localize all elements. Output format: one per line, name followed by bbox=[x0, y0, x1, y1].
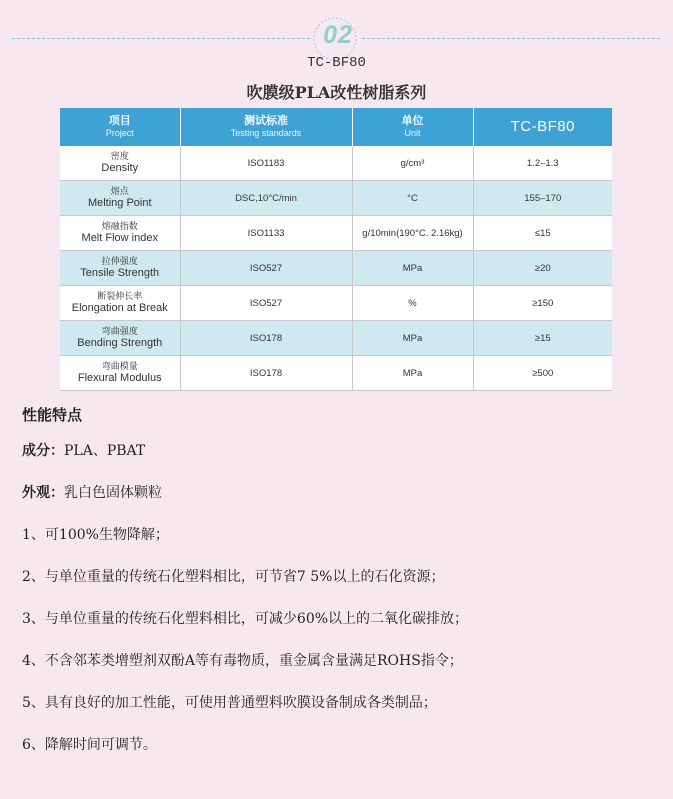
property-en: Melting Point bbox=[87, 197, 152, 209]
section-number: 02 bbox=[323, 21, 353, 49]
cell-value: 155–170 bbox=[473, 181, 612, 216]
appearance-label: 外观： bbox=[22, 485, 64, 501]
divider-left bbox=[12, 38, 310, 39]
features-section bbox=[22, 400, 662, 753]
cell-property bbox=[60, 286, 180, 321]
property-cn: 弯曲强度 bbox=[101, 326, 138, 336]
model-code: TC-BF80 bbox=[307, 55, 366, 71]
col-header-unit bbox=[352, 108, 473, 146]
property-en: Tensile Strength bbox=[80, 267, 160, 279]
cell-standard: ISO1133 bbox=[180, 216, 352, 251]
property-cn: 拉伸强度 bbox=[101, 256, 138, 266]
property-en: Flexural Modulus bbox=[77, 372, 162, 384]
property-en: Density bbox=[101, 162, 139, 174]
cell-unit: % bbox=[352, 286, 473, 321]
cell-property bbox=[60, 216, 180, 251]
cell-unit: °C bbox=[352, 181, 473, 216]
col-header-cn: 项目 bbox=[108, 115, 131, 127]
col-header-model bbox=[473, 108, 612, 146]
property-cn: 断裂伸长率 bbox=[97, 291, 143, 301]
cell-standard: ISO178 bbox=[180, 356, 352, 391]
feature-item: 4、不含邻苯类增塑剂双酚A等有毒物质，重金属含量满足ROHS指令； bbox=[22, 653, 463, 669]
cell-value: ≤15 bbox=[473, 216, 612, 251]
table-row bbox=[60, 286, 612, 321]
cell-value: ≥500 bbox=[473, 356, 612, 391]
appearance-value: 乳白色固体颗粒 bbox=[64, 485, 162, 501]
cell-value: ≥20 bbox=[473, 251, 612, 286]
composition-value: PLA、PBAT bbox=[64, 443, 146, 459]
cell-property bbox=[60, 181, 180, 216]
property-cn: 弯曲模量 bbox=[101, 361, 138, 371]
property-cn: 熔融指数 bbox=[101, 221, 138, 231]
cell-unit: MPa bbox=[352, 251, 473, 286]
col-header-en: Unit bbox=[404, 128, 421, 138]
table-row bbox=[60, 251, 612, 286]
property-cn: 熔点 bbox=[110, 186, 129, 196]
col-header-en: Testing standards bbox=[230, 128, 302, 138]
table-row bbox=[60, 146, 612, 181]
cell-property bbox=[60, 251, 180, 286]
table-header-row bbox=[60, 108, 612, 146]
feature-item: 1、可100%生物降解； bbox=[22, 527, 169, 543]
table-row bbox=[60, 216, 612, 251]
col-header-standard bbox=[180, 108, 352, 146]
spec-table bbox=[60, 108, 612, 391]
property-cn: 密度 bbox=[110, 151, 129, 161]
feature-item: 6、降解时间可调节。 bbox=[22, 737, 157, 753]
cell-property bbox=[60, 146, 180, 181]
col-header-cn: 测试标准 bbox=[244, 115, 288, 127]
cell-value: 1.2–1.3 bbox=[473, 146, 612, 181]
feature-item: 2、与单位重量的传统石化塑料相比，可节省7 5%以上的石化资源； bbox=[22, 569, 445, 585]
cell-unit: MPa bbox=[352, 321, 473, 356]
page-title: 吹膜级PLA改性树脂系列 bbox=[246, 83, 427, 102]
feature-item: 3、与单位重量的传统石化塑料相比，可减少60%以上的二氧化碳排放； bbox=[22, 611, 469, 627]
page-header bbox=[0, 0, 673, 110]
feature-item: 5、具有良好的加工性能，可使用普通塑料吹膜设备制成各类制品； bbox=[22, 695, 437, 711]
cell-value: ≥150 bbox=[473, 286, 612, 321]
appearance-line bbox=[22, 482, 162, 502]
table-row bbox=[60, 181, 612, 216]
cell-unit: MPa bbox=[352, 356, 473, 391]
cell-property bbox=[60, 321, 180, 356]
cell-unit: g/cm³ bbox=[352, 146, 473, 181]
composition-line bbox=[22, 440, 145, 460]
cell-standard: ISO178 bbox=[180, 321, 352, 356]
composition-label: 成分： bbox=[22, 443, 64, 459]
col-header-project bbox=[60, 108, 180, 146]
cell-value: ≥15 bbox=[473, 321, 612, 356]
cell-standard: ISO527 bbox=[180, 251, 352, 286]
property-en: Elongation at Break bbox=[71, 302, 168, 314]
cell-standard: DSC,10°C/min bbox=[180, 181, 352, 216]
cell-property bbox=[60, 356, 180, 391]
col-header-model-label: TC-BF80 bbox=[510, 118, 575, 135]
table-row bbox=[60, 356, 612, 391]
property-en: Melt Flow index bbox=[81, 232, 158, 244]
cell-standard: ISO527 bbox=[180, 286, 352, 321]
col-header-cn: 单位 bbox=[401, 115, 424, 127]
table-row bbox=[60, 321, 612, 356]
cell-standard: ISO1183 bbox=[180, 146, 352, 181]
divider-right bbox=[362, 38, 660, 39]
property-en: Bending Strength bbox=[77, 337, 163, 349]
features-heading: 性能特点 bbox=[22, 406, 83, 424]
col-header-en: Project bbox=[105, 128, 134, 138]
cell-unit: g/10min(190°C. 2.16kg) bbox=[352, 216, 473, 251]
